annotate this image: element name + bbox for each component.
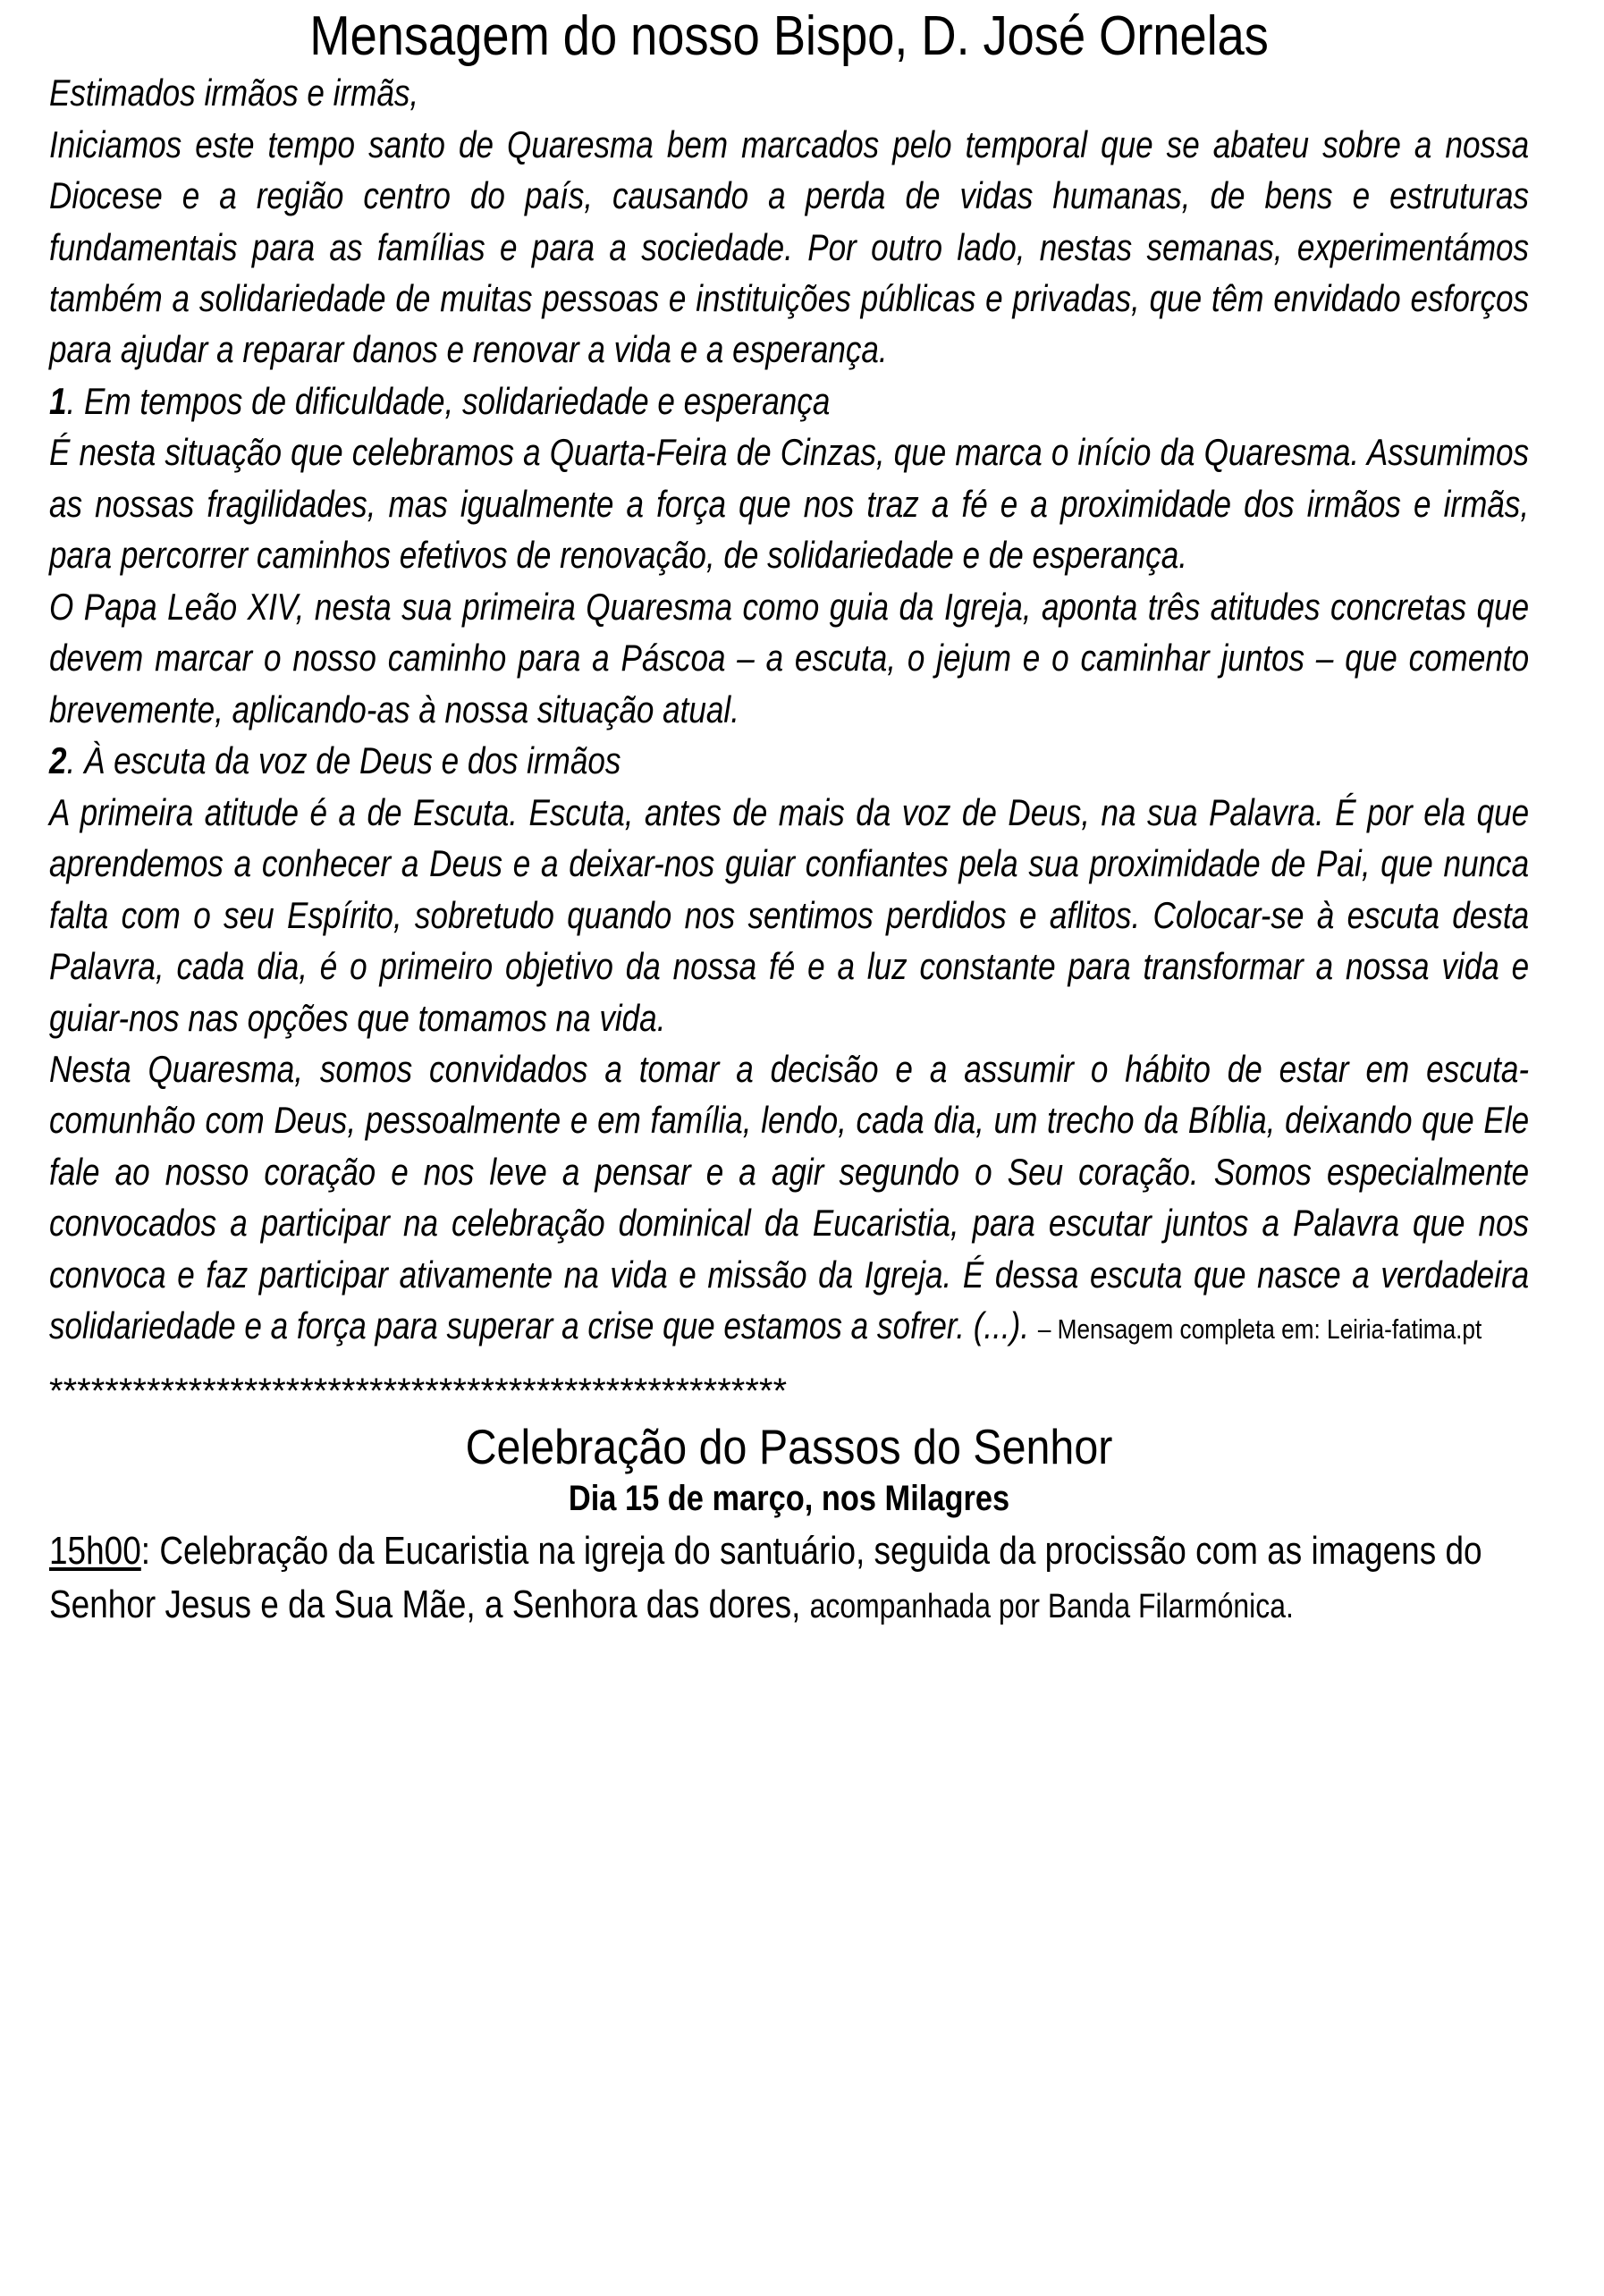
event-description-main: : Celebração da Eucaristia na igreja do santuário, seguida da procissão com as imagens do Senhor Jesus e da Sua Mãe, a Senhora das dores, bbox=[49, 1529, 1482, 1627]
event-title: Celebração do Passos do Senhor bbox=[465, 1418, 1113, 1474]
asterisk-divider: ***************************************************** bbox=[49, 1371, 788, 1411]
event-subtitle: Dia 15 de março, nos Milagres bbox=[568, 1479, 1010, 1519]
message-paragraph-1: Iniciamos este tempo santo de Quaresma bem marcados pelo temporal que se abateu sobre a nossa Diocese e a região centro do país, causando a perda de vidas humanas, de bens e estruturas fundamentais para as famílias e para a sociedade. Por outro lado, nestas semanas, experimentámos também a solidariedade de muitas pessoas e instituições públicas e privadas, que têm envidado esforços para ajudar a reparar danos e renovar a vida e a esperança. bbox=[49, 122, 1530, 371]
message-paragraph-3: O Papa Leão XIV, nesta sua primeira Quaresma como guia da Igreja, aponta três atitudes concretas que devem marcar o nosso caminho para a Páscoa – a escuta, o jejum e o caminhar juntos – que comento brevemente, aplicando-as à nossa situação atual. bbox=[49, 585, 1530, 730]
message-paragraph-4: A primeira atitude é a de Escuta. Escuta, antes de mais da voz de Deus, na sua Palavra. É por ela que aprendemos a conhecer a Deus e a deixar-nos guiar confiantes pela sua proximidade de Pai, que nunca falta com o seu Espírito, sobretudo quando nos sentimos perdidos e aflitos. Colocar-se à escuta desta Palavra, cada dia, é o primeiro objetivo da nossa fé e a luz constante para transformar a nossa vida e guiar-nos nas opções que tomamos na vida. bbox=[49, 790, 1530, 1039]
section-2-heading bbox=[49, 735, 1529, 786]
section-1-heading bbox=[49, 376, 1529, 426]
event-description bbox=[49, 1524, 1528, 1632]
message-paragraph-5 bbox=[49, 1043, 1529, 1352]
message-paragraph-2: É nesta situação que celebramos a Quarta-Feira de Cinzas, que marca o início da Quaresma. Assumimos as nossas fragilidades, mas igualmente a força que nos traz a fé e a proximidade dos irmãos e irmãs, para percorrer caminhos efetivos de renovação, de solidariedade e de esperança. bbox=[49, 431, 1530, 577]
section-2-heading-text: . À escuta da voz de Deus e dos irmãos bbox=[66, 739, 621, 782]
page-title: Mensagem do nosso Bispo, D. José Ornelas bbox=[309, 5, 1269, 67]
bulletin-page bbox=[0, 7, 1604, 2296]
section-1-heading-text: . Em tempos de dificuldade, solidariedade e esperança bbox=[66, 379, 831, 422]
section-2-number: 2 bbox=[49, 739, 67, 782]
bishop-message-body bbox=[49, 67, 1529, 1352]
message-paragraph-5-text: Nesta Quaresma, somos convidados a tomar a decisão e a assumir o hábito de estar em escuta-comunhão com Deus, pessoalmente e em família, lendo, cada dia, um trecho da Bíblia, deixando que Ele fale ao nosso coração e nos leve a pensar e a agir segundo o Seu coração. Somos especialmente convocados a participar na celebração dominical da Eucaristia, para escutar juntos a Palavra que nos convoca e faz participar ativamente na vida e missão da Igreja. É dessa escuta que nasce a verdadeira solidariedade e a força para superar a crise que estamos a sofrer. (...). bbox=[49, 1048, 1530, 1347]
section-1-number: 1 bbox=[49, 379, 67, 422]
source-attribution: – Mensagem completa em: Leiria-fatima.pt bbox=[1037, 1313, 1482, 1346]
event-description-tail: acompanhada por Banda Filarmónica. bbox=[809, 1588, 1294, 1626]
salutation-line: Estimados irmãos e irmãs, bbox=[49, 72, 419, 114]
event-time: 15h00 bbox=[49, 1529, 141, 1574]
